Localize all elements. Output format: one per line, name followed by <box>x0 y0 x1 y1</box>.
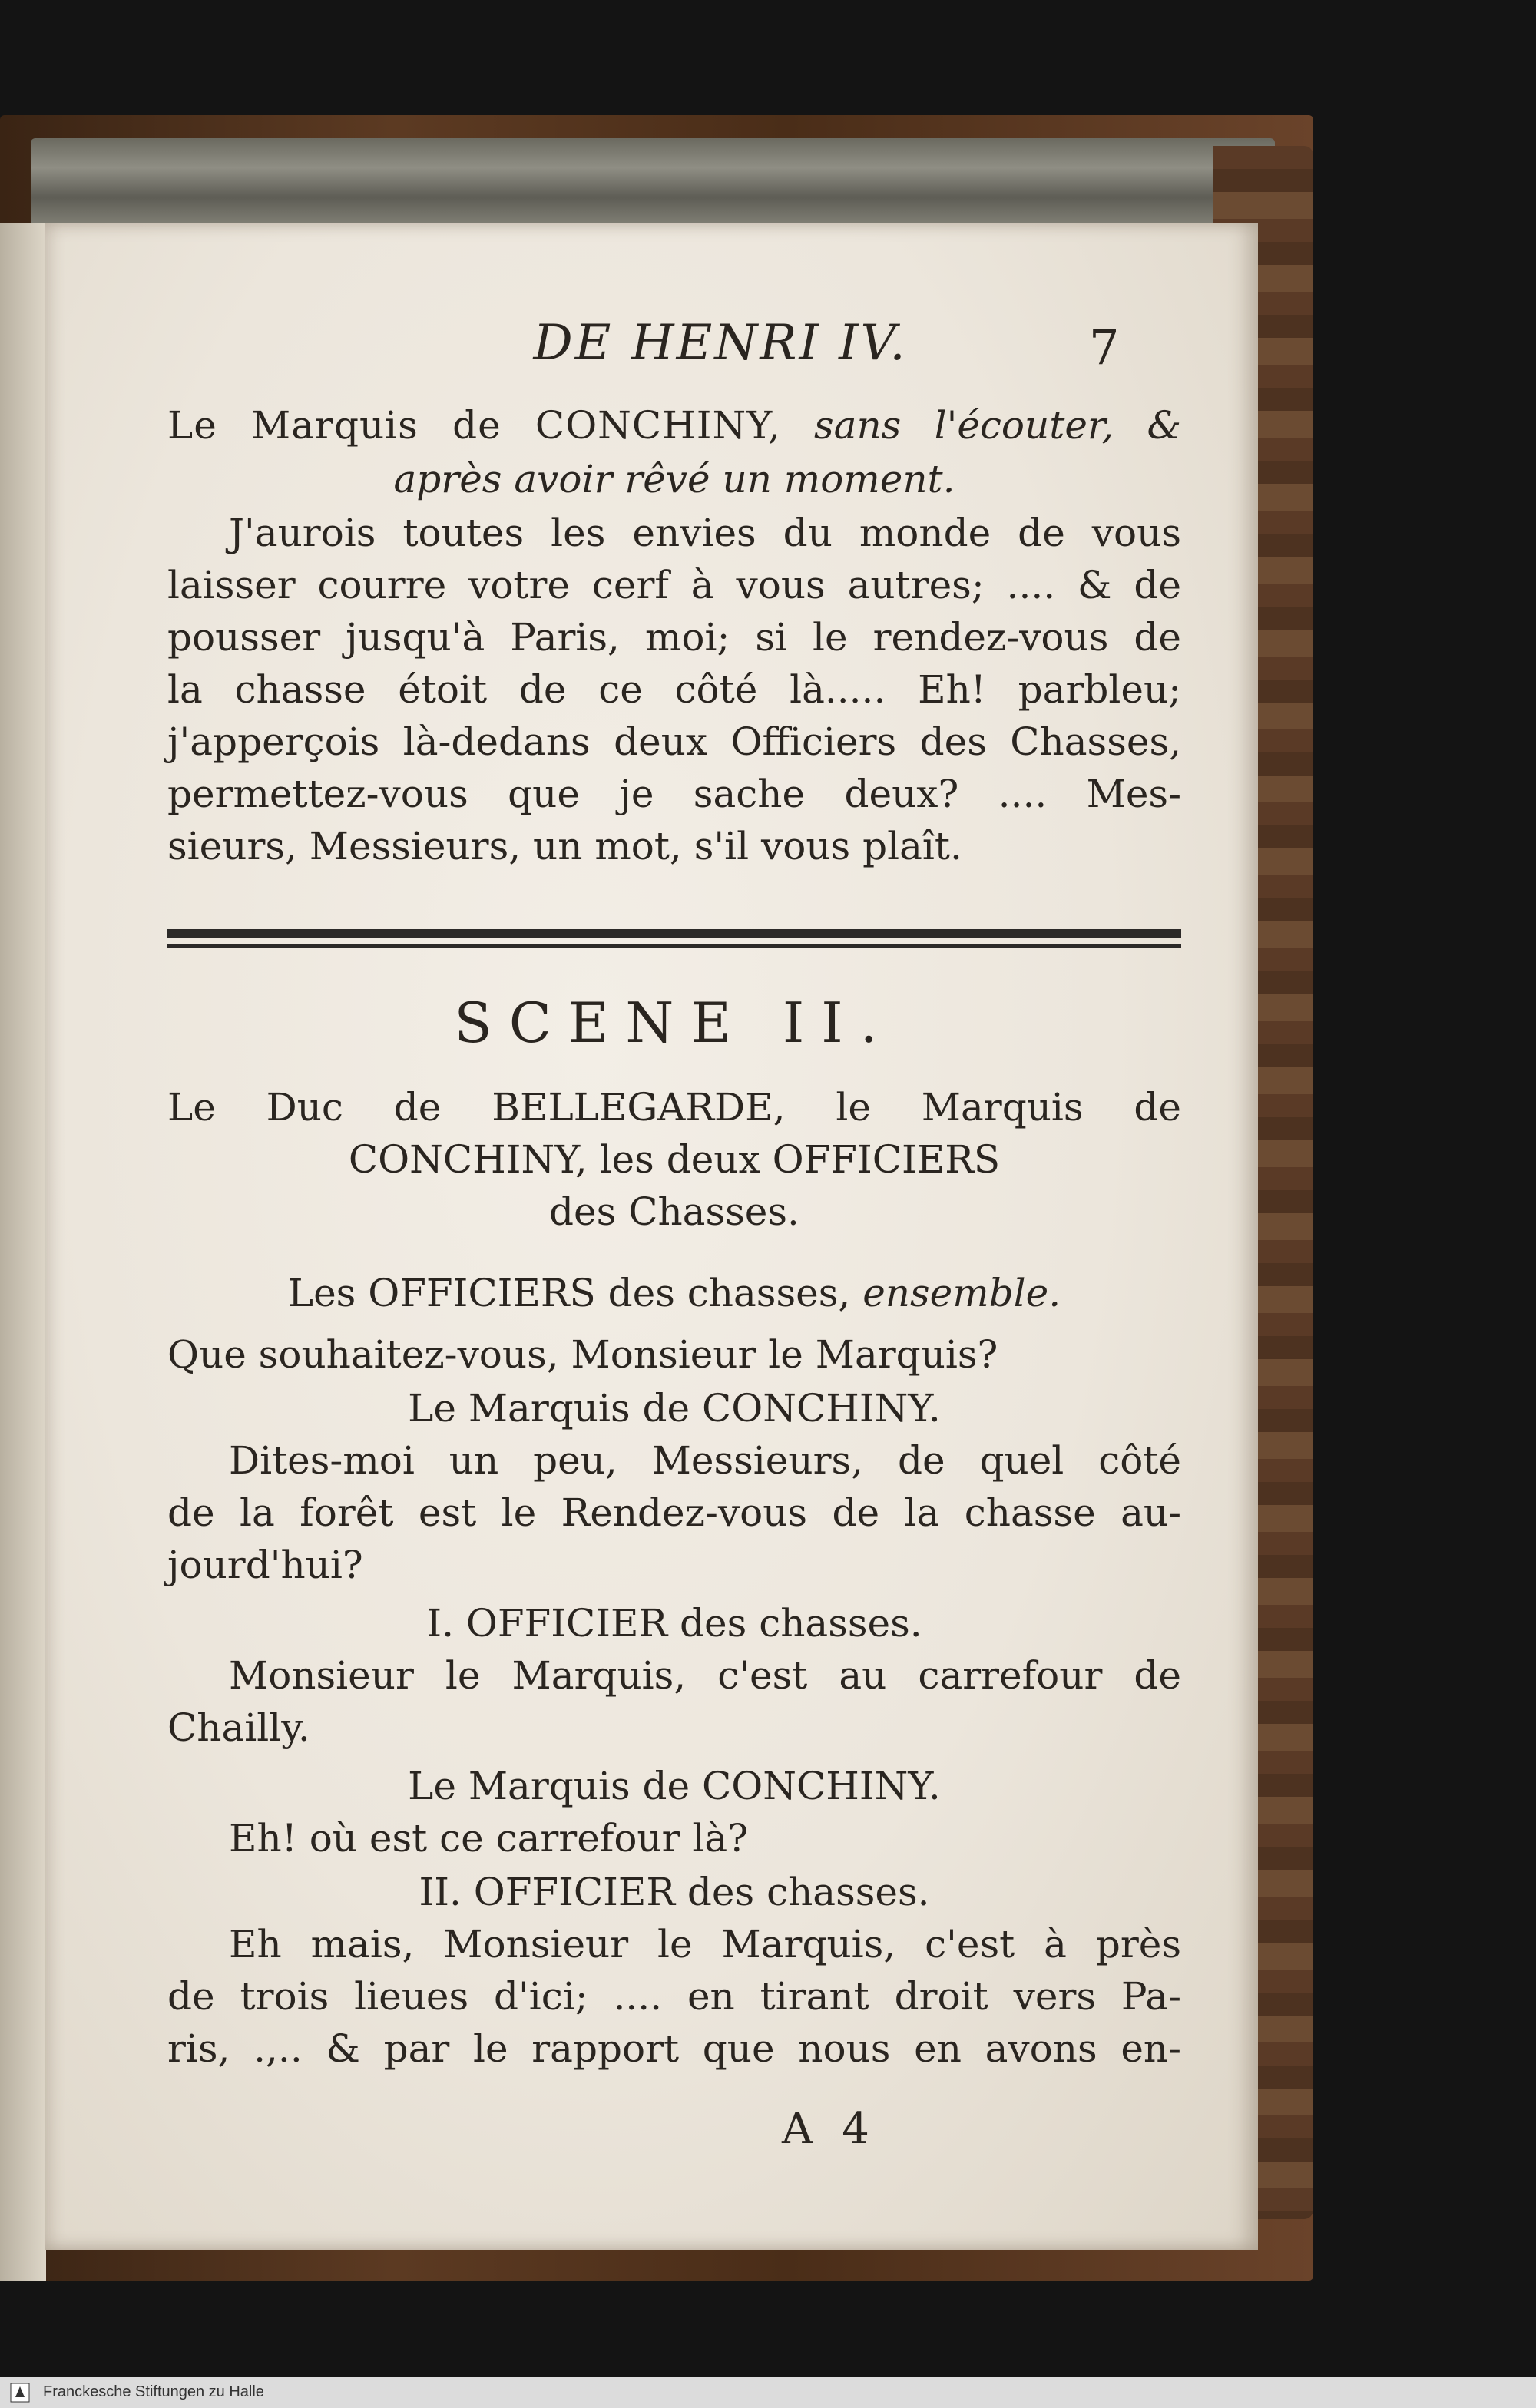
book-page <box>45 223 1258 2250</box>
speech-line: laisser courre votre cerf à vous autres; .... & de <box>167 563 1181 607</box>
speech-line: pousser jusqu'à Paris, moi; si le rendez-vous de <box>167 615 1181 660</box>
speaker-name: Les OFFICIERS des chasses, <box>287 1271 851 1315</box>
left-page-edge <box>0 223 46 2281</box>
speech-line: ris, .,.. & par le rapport que nous en avons en- <box>167 2026 1181 2071</box>
scene-characters-line: Le Duc de BELLEGARDE, le Marquis de <box>167 1085 1181 1130</box>
speech-line: Dites-moi un peu, Messieurs, de quel côté <box>229 1438 1181 1483</box>
stage-direction-continued: après avoir rêvé un moment. <box>393 457 955 501</box>
speech-line: Que souhaitez-vous, Monsieur le Marquis? <box>167 1332 998 1377</box>
scene-characters-line: CONCHINY, les deux OFFICIERS <box>348 1137 1001 1182</box>
speech-line: j'apperçois là-dedans deux Officiers des Chasses, <box>167 719 1181 764</box>
speaker-heading: II. OFFICIER des chasses. <box>419 1870 930 1914</box>
speech-line: jourd'hui? <box>167 1543 363 1587</box>
speech-line: Eh! où est ce carrefour là? <box>229 1816 749 1861</box>
speaker-heading: Le Marquis de CONCHINY. <box>408 1386 941 1431</box>
book-top-edge <box>31 138 1275 223</box>
stage-direction-line <box>167 399 1181 452</box>
divider-rule <box>167 929 1181 938</box>
page-number: 7 <box>1089 319 1120 375</box>
divider-rule-thin <box>167 944 1181 948</box>
speaker-heading: Le Marquis de CONCHINY. <box>408 1764 941 1808</box>
library-logo-icon <box>9 2382 31 2403</box>
stage-direction: sans l'écouter, & <box>814 403 1181 448</box>
speech-line: Eh mais, Monsieur le Marquis, c'est à près <box>229 1922 1181 1966</box>
speech-line: la chasse étoit de ce côté là..... Eh! parbleu; <box>167 667 1181 712</box>
speech-line: de trois lieues d'ici; .... en tirant droit vers Pa- <box>167 1974 1181 2019</box>
footer-bar <box>0 2377 1536 2408</box>
speaker-heading <box>167 1267 1181 1319</box>
scene-title: SCENE II. <box>454 991 895 1055</box>
signature-mark: A 4 <box>782 2104 877 2154</box>
running-title: DE HENRI IV. <box>533 315 908 372</box>
stage-direction: ensemble. <box>862 1271 1061 1315</box>
speech-line: J'aurois toutes les envies du monde de vous <box>229 511 1181 555</box>
speech-line: de la forêt est le Rendez-vous de la chasse au- <box>167 1490 1181 1535</box>
speaker-name: Le Marquis de CONCHINY, <box>167 403 781 448</box>
speech-line: Monsieur le Marquis, c'est au carrefour de <box>229 1653 1181 1698</box>
speech-line: Chailly. <box>167 1705 310 1750</box>
speaker-heading: I. OFFICIER des chasses. <box>426 1601 922 1646</box>
speech-line: permettez-vous que je sache deux? .... Mes- <box>167 772 1181 816</box>
scene-characters-line: des Chasses. <box>549 1189 799 1234</box>
library-credit: Franckesche Stiftungen zu Halle <box>43 2383 264 2400</box>
speech-line: sieurs, Messieurs, un mot, s'il vous plaît. <box>167 824 962 868</box>
